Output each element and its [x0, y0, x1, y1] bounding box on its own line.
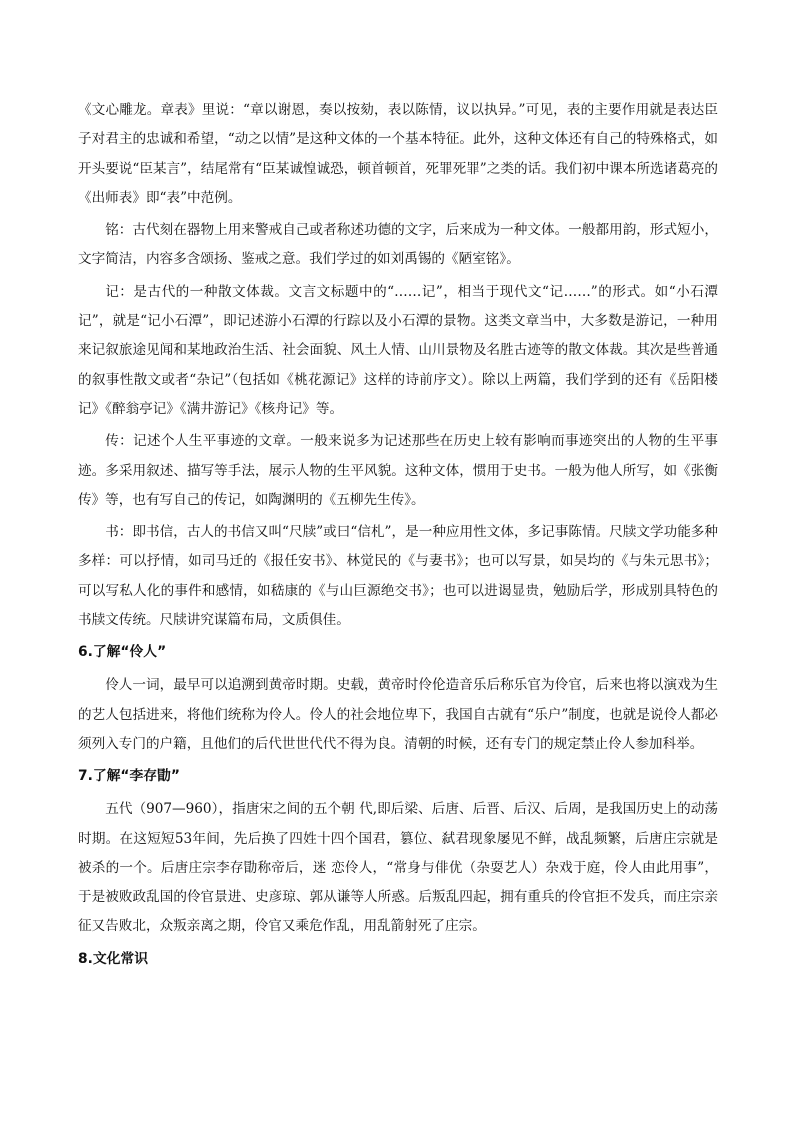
paragraph-ming: 铭：古代刻在器物上用来警戒自己或者称述功德的文字，后来成为一种文体。一般都用韵，形式短小，文字简洁，内容多含颂扬、鉴戒之意。我们学过的如刘禹锡的《陋室铭》。 — [78, 222, 718, 268]
section-heading-6: 6.了解“伶人” — [78, 644, 167, 661]
document-page — [78, 96, 718, 978]
section-heading-7: 7.了解“李存勖” — [78, 768, 180, 785]
paragraph-ji: 记：是古代的一种散文体裁。文言文标题中的“……记”，相当于现代文“记……”的形式。如“小石潭记”，就是“记小石潭”，即记述游小石潭的行踪以及小石潭的景物。这类文章当中，大多数是游记，一种用来记叙旅途见闻和某地政治生活、社会面貌、风土人情、山川景物及名胜古迹等的散文体裁。其次是些普通的叙事性散文或者“杂记”（包括如《桃花源记》这样的诗前序文）。除以上两篇，我们学到的还有《岳阳楼记》《醉翁亭记》《满井游记》《核舟记》等。 — [78, 283, 718, 417]
paragraph-lingren: 伶人一词，最早可以追溯到黄帝时期。史载，黄帝时伶伦造音乐后称乐官为伶官，后来也将以演戏为生的艺人包括进来，将他们统称为伶人。伶人的社会地位卑下，我国自古就有“乐户”制度，也就是说伶人都必须列入专门的户籍，且他们的后代世世代代不得为良。清朝的时候，还有专门的规定禁止伶人参加科举。 — [78, 677, 718, 752]
paragraph-licunxu: 五代（907—960），指唐宋之间的五个朝 代,即后梁、后唐、后晋、后汉、后周，是我国历史上的动荡时期。在这短短53年间，先后换了四姓十四个国君，篡位、弑君现象屡见不鲜，战乱频繁，后唐庄宗就是被杀的一个。后唐庄宗李存勖称帝后，迷 恋伶人，“常身与俳优（杂耍艺人）杂戏于庭，伶人由此用事”，于是被败政乱国的伶官景进、史彦琼、郭从谦等人所惑。后叛乱四起，拥有重兵的伶官拒不发兵，而庄宗亲征又告败北，众叛亲离之期，伶官又乘危作乱，用乱箭射死了庄宗。 — [78, 801, 718, 935]
section-heading-8: 8.文化常识 — [78, 950, 149, 967]
paragraph-zhuan: 传：记述个人生平事迹的文章。一般来说多为记述那些在历史上较有影响而事迹突出的人物的生平事迹。多采用叙述、描写等手法，展示人物的生平风貌。这种文体，惯用于史书。一般为他人所写，如《张衡传》等，也有写自己的传记，如陶渊明的《五柳先生传》。 — [78, 433, 718, 508]
paragraph-biao: 《文心雕龙。章表》里说：“章以谢恩，奏以按劾，表以陈情，议以执异。”可见，表的主要作用就是表达臣子对君主的忠诚和希望，“动之以情”是这种文体的一个基本特征。此外，这种文体还有自己的特殊格式，如开头要说“臣某言”，结尾常有“臣某诚惶诚恐，顿首顿首，死罪死罪”之类的话。我们初中课本所选诸葛亮的《出师表》即“表”中范例。 — [78, 102, 718, 206]
paragraph-shu: 书：即书信，古人的书信又叫“尺牍”或曰“信札”，是一种应用性文体，多记事陈情。尺牍文学功能多种多样：可以抒情，如司马迁的《报任安书》、林觉民的《与妻书》；也可以写景，如吴均的《与朱元思书》；可以写私人化的事件和感情，如嵇康的《与山巨源绝交书》；也可以进谒显贵，勉励后学，形成别具特色的书牍文传统。尺牍讲究谋篇布局，文质俱佳。 — [78, 524, 718, 629]
